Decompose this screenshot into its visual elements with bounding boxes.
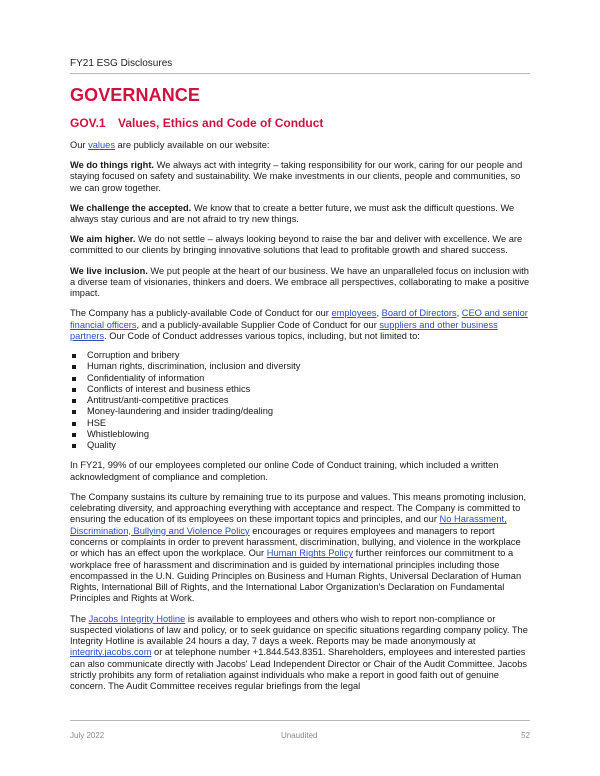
list-item: Confidentiality of information bbox=[70, 373, 530, 384]
integrity-hotline-link[interactable]: Jacobs Integrity Hotline bbox=[88, 613, 186, 624]
intro-text-end: are publicly available on our website: bbox=[114, 140, 270, 150]
list-item: Corruption and bribery bbox=[70, 350, 530, 361]
value-text: We put people at the heart of our business. We have an unparalleled focus on inclusion with a diverse team of visionaries, thinkers and doers. We embrace all perspectives, collaborating to make a positive impact. bbox=[70, 265, 530, 299]
intro-paragraph bbox=[70, 140, 530, 151]
code-separator: , bbox=[376, 308, 382, 319]
values-link[interactable]: values bbox=[88, 140, 115, 150]
board-code-link[interactable]: Board of Directors bbox=[381, 308, 457, 319]
culture-text: encourages or requires employees and managers to report concerns or complaints in order to prevent harassment, discrimination, bullying, and violence in the workplace or which has an effect upon the workplace. Our bbox=[70, 525, 521, 559]
integrity-site-link[interactable]: integrity.jacobs.com bbox=[70, 647, 152, 658]
list-item: Antitrust/anti-competitive practices bbox=[70, 395, 530, 406]
culture-paragraph bbox=[70, 492, 530, 605]
running-header-title: FY21 ESG Disclosures bbox=[70, 58, 173, 69]
footer-divider bbox=[70, 720, 530, 721]
culture-text: further reinforces our commitment to a workplace free of harassment and discrimination and is guided by international principles including those encompassed in the U.N. Guiding Principles on Business and Human Rights, Universal Declaration of Human Rights, International Bill of Rights, and the International Labor Organization's Declaration on Fundamental Principles and Rights at Work. bbox=[70, 548, 522, 604]
hotline-paragraph bbox=[70, 614, 530, 693]
footer-date: July 2022 bbox=[70, 731, 105, 740]
code-of-conduct-paragraph bbox=[70, 308, 530, 342]
code-text: . Our Code of Conduct addresses various topics, including, but not limited to: bbox=[104, 330, 420, 341]
culture-text: The Company sustains its culture by remaining true to its purpose and values. This means promoting inclusion, celebrating diversity, and approaching everything with acceptance and respect. The Company is committed to ensuring the education of its employees on these important topics and principles, and our bbox=[70, 491, 527, 525]
code-text: The Company has a publicly-available Code of Conduct for our bbox=[70, 308, 332, 319]
value-paragraph bbox=[70, 160, 530, 194]
value-lead: We aim higher. bbox=[70, 234, 136, 245]
list-item: HSE bbox=[70, 418, 530, 429]
body-text bbox=[70, 140, 530, 701]
hotline-text: The bbox=[70, 613, 89, 624]
ceo-code-link[interactable]: CEO and senior financial officers bbox=[70, 308, 528, 330]
list-item: Whistleblowing bbox=[70, 429, 530, 440]
value-text: We always act with integrity – taking responsibility for our work, caring for our people and staying focused on safety and sustainability. We make investments in our clients, people and communities, so we can grow together. bbox=[70, 160, 523, 193]
code-topics-list bbox=[70, 350, 530, 452]
harassment-policy-link[interactable]: No Harassment, Discrimination, Bullying and Violence Policy bbox=[70, 514, 507, 536]
human-rights-policy-link[interactable]: Human Rights Policy bbox=[266, 548, 354, 559]
section-title: GOVERNANCE bbox=[70, 85, 201, 105]
header-divider bbox=[70, 73, 530, 74]
list-item: Quality bbox=[70, 440, 530, 451]
value-paragraph bbox=[70, 234, 530, 257]
value-text: We know that to create a better future, we must ask the difficult questions. We always stay curious and are not afraid to try new things. bbox=[70, 202, 515, 225]
value-lead: We live inclusion. bbox=[70, 265, 148, 276]
value-paragraph bbox=[70, 266, 530, 300]
intro-text: Our bbox=[70, 140, 89, 150]
value-paragraph bbox=[70, 203, 530, 226]
code-separator: , bbox=[456, 308, 462, 319]
list-item: Conflicts of interest and business ethics bbox=[70, 384, 530, 395]
footer-status: Unaudited bbox=[281, 731, 318, 740]
subsection-number: GOV.1 bbox=[70, 116, 106, 130]
value-text: We do not settle – always looking beyond to raise the bar and deliver with excellence. We are committed to our clients by bringing innovative solutions that lead to profitable growth and shared success. bbox=[70, 234, 523, 256]
hotline-text: is available to employees and others who wish to report non-compliance or suspected violations of law and policy, or to seek guidance on specific situations regarding company policy. The Integrity Hotline is available 24 hours a day, 7 days a week. Reports may be made anonymously at bbox=[70, 613, 528, 647]
training-paragraph: In FY21, 99% of our employees completed our online Code of Conduct training, which included a written acknowledgment of compliance and completion. bbox=[70, 460, 499, 482]
list-item: Human rights, discrimination, inclusion and diversity bbox=[70, 361, 530, 372]
value-lead: We do things right. bbox=[70, 160, 155, 171]
subsection-heading bbox=[70, 116, 323, 130]
footer-page-number: 52 bbox=[521, 731, 530, 740]
hotline-text: or at telephone number +1.844.543.8351. Shareholders, employees and interested parties can also communicate directly with Jacobs' Lead Independent Director or Chair of the Audit Committee. Jacobs strictly prohibits any form of retaliation against individuals who make a report in good faith out of genuine concern. The Audit Committee receives regular briefings from the legal bbox=[70, 647, 528, 692]
value-lead: We challenge the accepted. bbox=[70, 202, 192, 213]
employees-code-link[interactable]: employees bbox=[331, 308, 377, 319]
subsection-title: Values, Ethics and Code of Conduct bbox=[118, 116, 324, 130]
code-text: , and a publicly-available Supplier Code of Conduct for our bbox=[136, 319, 380, 330]
list-item: Money-laundering and insider trading/dealing bbox=[70, 406, 530, 417]
supplier-code-link[interactable]: suppliers and other business partners bbox=[70, 319, 498, 341]
